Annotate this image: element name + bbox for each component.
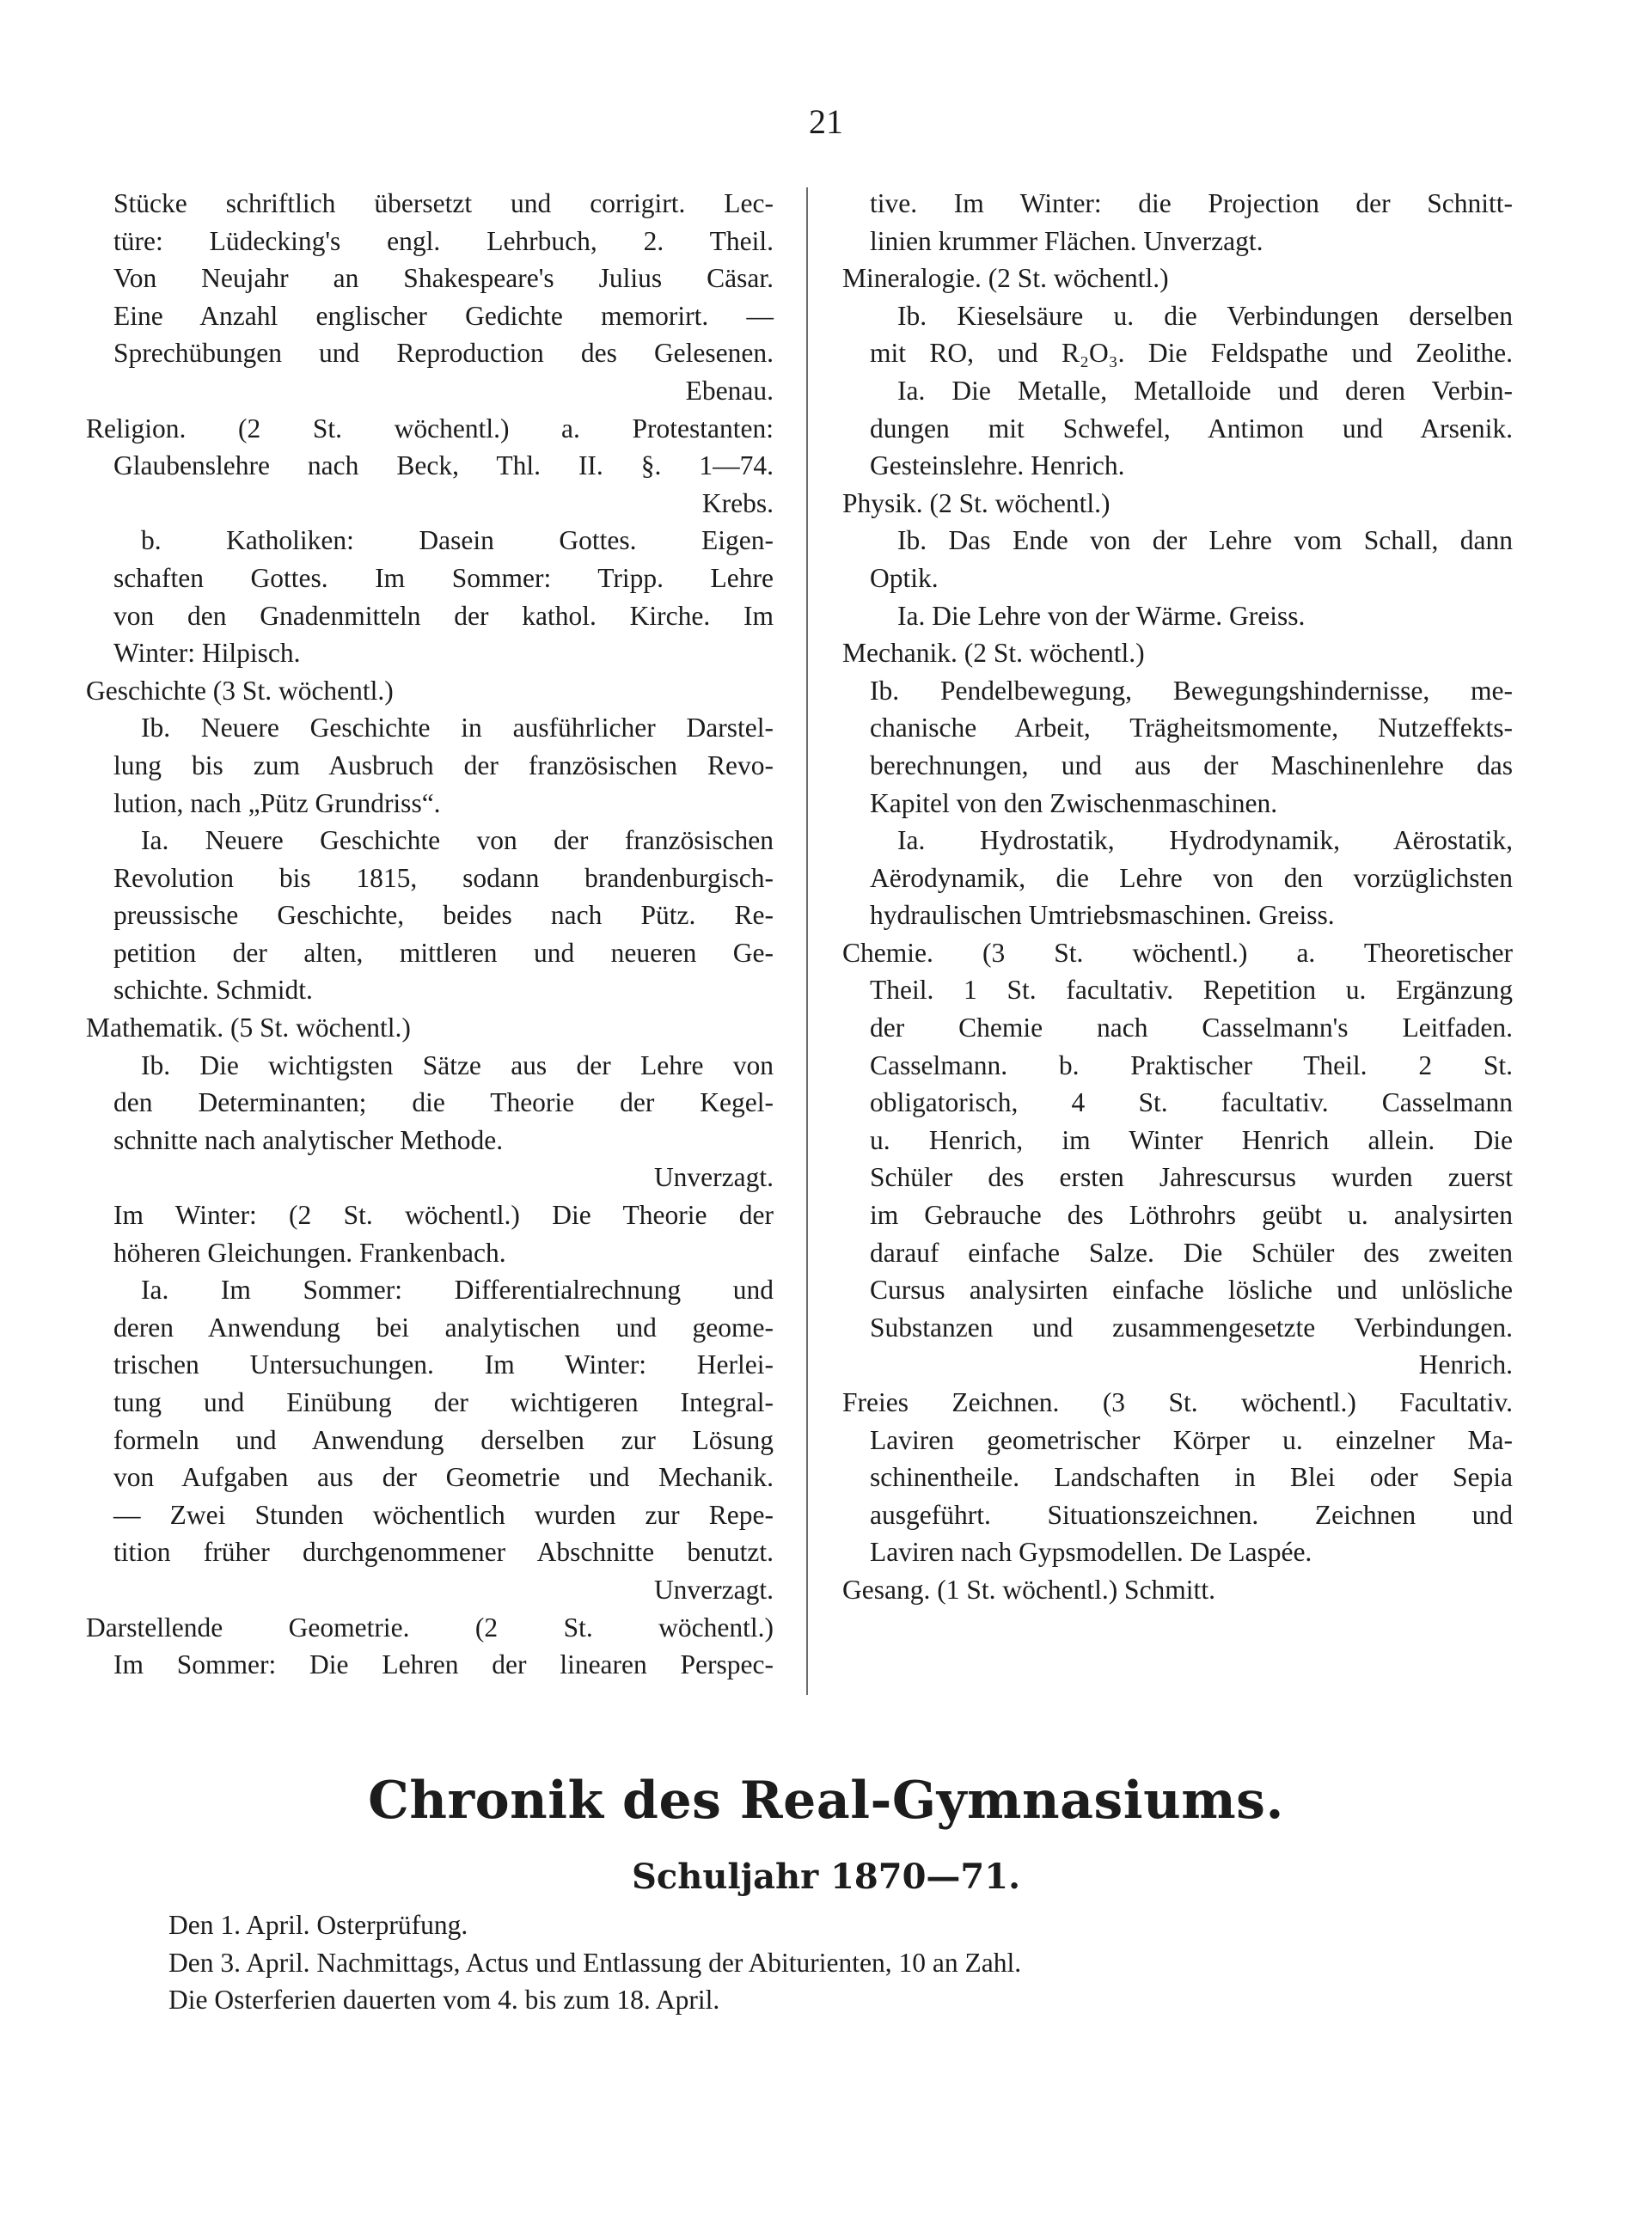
text-line: schaften Gottes. Im Sommer: Tripp. Lehre [113, 562, 774, 593]
text-line: den Determinanten; die Theorie der Kegel- [113, 1087, 774, 1118]
text-line: Kapitel von den Zwischenmaschinen. [870, 787, 1278, 818]
text-line: Winter: Hilpisch. [113, 638, 301, 669]
text-line: mit RO, und R₂O₃. Die Feldspathe und Zeolithe. [870, 338, 1513, 369]
text-line: Ib. Die wichtigsten Sätze aus der Lehre von [141, 1049, 774, 1080]
text-line: Physik. (2 St. wöchentl.) [842, 487, 1111, 518]
text-line: obligatorisch, 4 St. facultativ. Casselmann [870, 1087, 1513, 1118]
text-line: linien krummer Flächen. Unverzagt. [870, 225, 1263, 256]
text-line: darauf einfache Salze. Die Schüler des zweiten [870, 1237, 1513, 1268]
text-line: Gesteinslehre. Henrich. [870, 450, 1125, 481]
school-year-heading: Schuljahr 1870—71. [632, 1857, 1020, 1897]
text-line: berechnungen, und aus der Maschinenlehre das [870, 749, 1513, 780]
text-line: Religion. (2 St. wöchentl.) a. Protestanten: [86, 413, 774, 444]
text-line: Darstellende Geometrie. (2 St. wöchentl.) [86, 1612, 774, 1643]
text-line: Aërodynamik, die Lehre von den vorzüglichsten [870, 862, 1513, 893]
text-line: schinentheile. Landschaften in Blei oder Sepia [870, 1462, 1513, 1493]
text-line: Mathematik. (5 St. wöchentl.) [86, 1013, 411, 1043]
text-line: türe: Lüdecking's engl. Lehrbuch, 2. Theil. [113, 225, 774, 256]
text-line: der Chemie nach Casselmann's Leitfaden. [870, 1013, 1513, 1043]
text-line: Sprechübungen und Reproduction des Gelesenen. [113, 338, 774, 369]
text-line: dungen mit Schwefel, Antimon und Arsenik. [870, 413, 1513, 444]
text-line: petition der alten, mittleren und neueren Ge- [113, 937, 774, 968]
text-line: Krebs. [701, 487, 774, 518]
text-line: Von Neujahr an Shakespeare's Julius Cäsar. [113, 263, 774, 294]
text-line: tition früher durchgenommener Abschnitte benutzt. [113, 1537, 774, 1568]
left-column [86, 185, 774, 1684]
text-line: — Zwei Stunden wöchentlich wurden zur Repe- [113, 1499, 774, 1530]
text-line: Ib. Kieselsäure u. die Verbindungen derselben [897, 300, 1513, 331]
text-line: Ib. Das Ende von der Lehre vom Schall, dann [897, 525, 1513, 556]
text-line: ausgeführt. Situationszeichnen. Zeichnen und [870, 1499, 1513, 1530]
text-line: tive. Im Winter: die Projection der Schnitt- [870, 188, 1513, 218]
text-line: Laviren nach Gypsmodellen. De Laspée. [870, 1537, 1312, 1568]
text-line: Freies Zeichnen. (3 St. wöchentl.) Facultativ. [842, 1387, 1513, 1417]
text-line: Ia. Die Metalle, Metalloide und deren Verbin- [897, 375, 1513, 406]
text-line: Gesang. (1 St. wöchentl.) Schmitt. [842, 1574, 1215, 1605]
text-line: Theil. 1 St. facultativ. Repetition u. Ergänzung [870, 975, 1513, 1006]
text-line: höheren Gleichungen. Frankenbach. [113, 1237, 506, 1268]
text-line: von Aufgaben aus der Geometrie und Mechanik. [113, 1462, 774, 1493]
text-line: schnitte nach analytischer Methode. [113, 1124, 504, 1155]
text-line: formeln und Anwendung derselben zur Lösung [113, 1424, 774, 1455]
text-line: Mechanik. (2 St. wöchentl.) [842, 638, 1145, 669]
text-line: von den Gnadenmitteln der kathol. Kirche. Im [113, 600, 774, 631]
text-line: Im Sommer: Die Lehren der linearen Perspec- [113, 1649, 774, 1680]
text-line: preussische Geschichte, beides nach Pütz. Re- [113, 900, 774, 931]
chronik-entry: Die Osterferien dauerten vom 4. bis zum 18. April. [168, 1985, 720, 2016]
chronik-entry: Den 1. April. Osterprüfung. [168, 1910, 468, 1940]
text-line: lution, nach „Pütz Grundriss“. [113, 787, 441, 818]
text-line: Geschichte (3 St. wöchentl.) [86, 675, 394, 706]
text-line: Revolution bis 1815, sodann brandenburgisch- [113, 862, 774, 893]
chronik-entry: Den 3. April. Nachmittags, Actus und Entlassung der Abiturienten, 10 an Zahl. [168, 1947, 1022, 1978]
right-column [842, 185, 1513, 1609]
text-line: tung und Einübung der wichtigeren Integral- [113, 1387, 774, 1417]
text-line: Cursus analysirten einfache lösliche und unlösliche [870, 1275, 1513, 1306]
text-line: schichte. Schmidt. [113, 975, 313, 1006]
column-divider [806, 187, 808, 1695]
chronik-title: Chronik des Real-Gymnasiums. [368, 1771, 1284, 1831]
chronik-entries [168, 1906, 1021, 2019]
text-line: trischen Untersuchungen. Im Winter: Herlei- [113, 1349, 774, 1380]
text-line: Ebenau. [685, 375, 774, 406]
text-line: Optik. [870, 562, 939, 593]
text-line: Henrich. [1418, 1349, 1513, 1380]
text-line: Mineralogie. (2 St. wöchentl.) [842, 263, 1169, 294]
text-line: Im Winter: (2 St. wöchentl.) Die Theorie der [113, 1200, 774, 1231]
text-line: im Gebrauche des Löthrohrs geübt u. analysirten [870, 1200, 1513, 1231]
text-line: Laviren geometrischer Körper u. einzelner Ma- [870, 1424, 1513, 1455]
text-line: lung bis zum Ausbruch der französischen Revo- [113, 749, 774, 780]
text-line: Ia. Neuere Geschichte von der französischen [141, 825, 774, 856]
text-line: deren Anwendung bei analytischen und geome- [113, 1312, 774, 1343]
text-line: Substanzen und zusammengesetzte Verbindungen. [870, 1312, 1513, 1343]
text-line: Ia. Hydrostatik, Hydrodynamik, Aërostatik, [897, 825, 1513, 856]
text-line: Glaubenslehre nach Beck, Thl. II. §. 1—74. [113, 450, 774, 481]
text-line: Chemie. (3 St. wöchentl.) a. Theoretischer [842, 937, 1513, 968]
page-number: 21 [809, 102, 843, 141]
text-line: u. Henrich, im Winter Henrich allein. Die [870, 1124, 1513, 1155]
text-line: Ia. Im Sommer: Differentialrechnung und [141, 1275, 774, 1306]
text-line: Unverzagt. [653, 1574, 774, 1605]
text-line: Schüler des ersten Jahrescursus wurden zuerst [870, 1162, 1513, 1193]
text-line: Ib. Pendelbewegung, Bewegungshindernisse, me- [870, 675, 1513, 706]
text-line: Stücke schriftlich übersetzt und corrigirt. Lec- [113, 188, 774, 218]
text-line: Ia. Die Lehre von der Wärme. Greiss. [897, 600, 1306, 631]
text-line: chanische Arbeit, Trägheitsmomente, Nutzeffekts- [870, 713, 1513, 743]
text-line: Unverzagt. [653, 1162, 774, 1193]
text-line: hydraulischen Umtriebsmaschinen. Greiss. [870, 900, 1335, 931]
text-line: b. Katholiken: Dasein Gottes. Eigen- [141, 525, 774, 556]
text-line: Eine Anzahl englischer Gedichte memorirt. — [113, 300, 774, 331]
text-line: Ib. Neuere Geschichte in ausführlicher Darstel- [141, 713, 774, 743]
text-line: Casselmann. b. Praktischer Theil. 2 St. [870, 1049, 1513, 1080]
